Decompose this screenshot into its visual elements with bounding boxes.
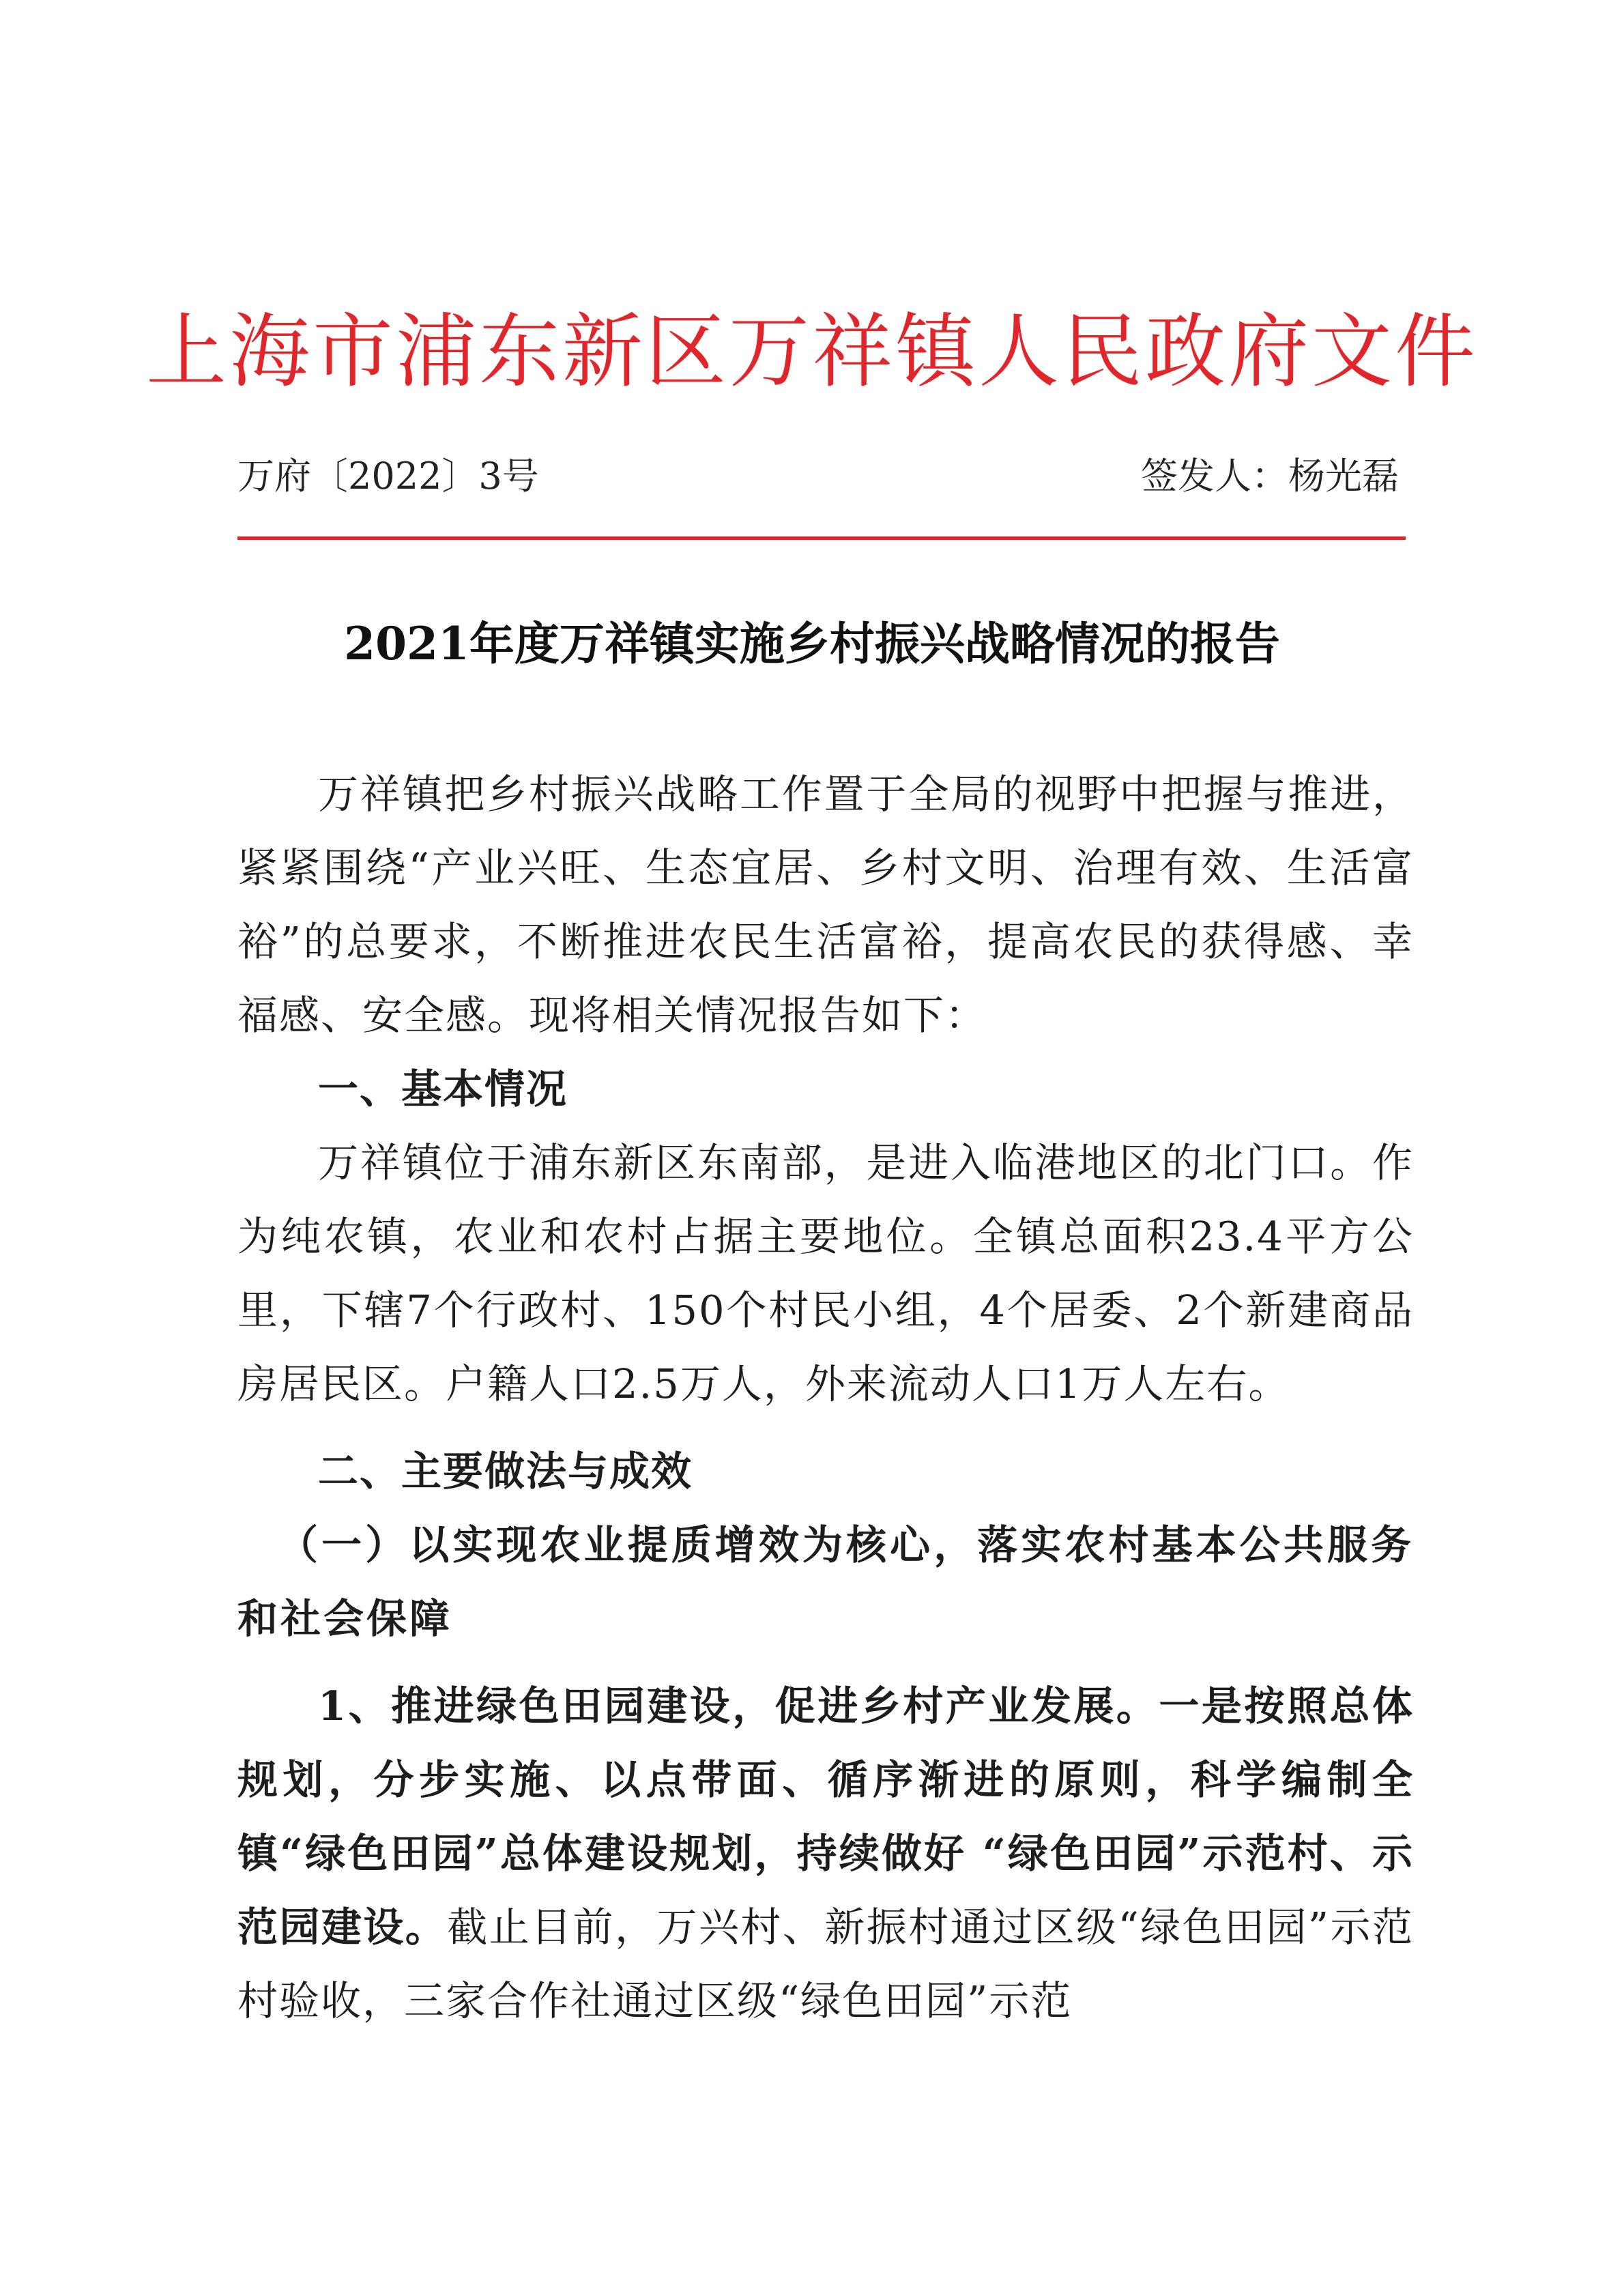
basic-info-paragraph: 万祥镇位于浦东新区东南部，是进入临港地区的北门口。作为纯农镇，农业和农村占据主要地位。全镇总面积23.4平方公里，下辖7个行政村、150个村民小组，4个居委、2个新建商品房居民区。户籍人口2.5万人，外来流动人口1万人左右。 [237, 1139, 1414, 1407]
report-title: 2021年度万祥镇实施乡村振兴战略情况的报告 [344, 617, 1280, 670]
section-heading-basic-info: 一、基本情况 [318, 1065, 568, 1113]
document-header-title: 上海市浦东新区万祥镇人民政府文件 [145, 304, 1478, 399]
item-1-paragraph [237, 1669, 1414, 2038]
intro-paragraph: 万祥镇把乡村振兴战略工作置于全局的视野中把握与推进，紧紧围绕“产业兴旺、生态宜居、乡村文明、治理有效、生活富裕”的总要求，不断推进农民生活富裕，提高农民的获得感、幸福感、安全感。现将相关情况报告如下： [237, 771, 1414, 1039]
subsection-heading-1: （一）以实现农业提质增效为核心，落实农村基本公共服务和社会保障 [237, 1521, 1414, 1642]
item-1-text: 截止目前，万兴村、新振村通过区级“绿色田园”示范村验收，三家合作社通过区级“绿色田园”示范 [237, 1904, 1414, 2024]
red-divider-line [237, 536, 1406, 540]
document-body [237, 758, 1414, 2038]
document-number: 万府〔2022〕3号 [237, 455, 539, 498]
item-1-bold-lead: 1、推进绿色田园建设，促进乡村产业发展。一是按照总体规划，分步实施、以点带面、循序渐进的原则，科学编制全镇“绿色田园”总体建设规划，持续做好 “绿色田园”示范村、示范园建设。 [237, 1682, 1414, 1951]
signer: 签发人：杨光磊 [1141, 455, 1399, 498]
section-heading-main-practices: 二、主要做法与成效 [318, 1448, 693, 1495]
